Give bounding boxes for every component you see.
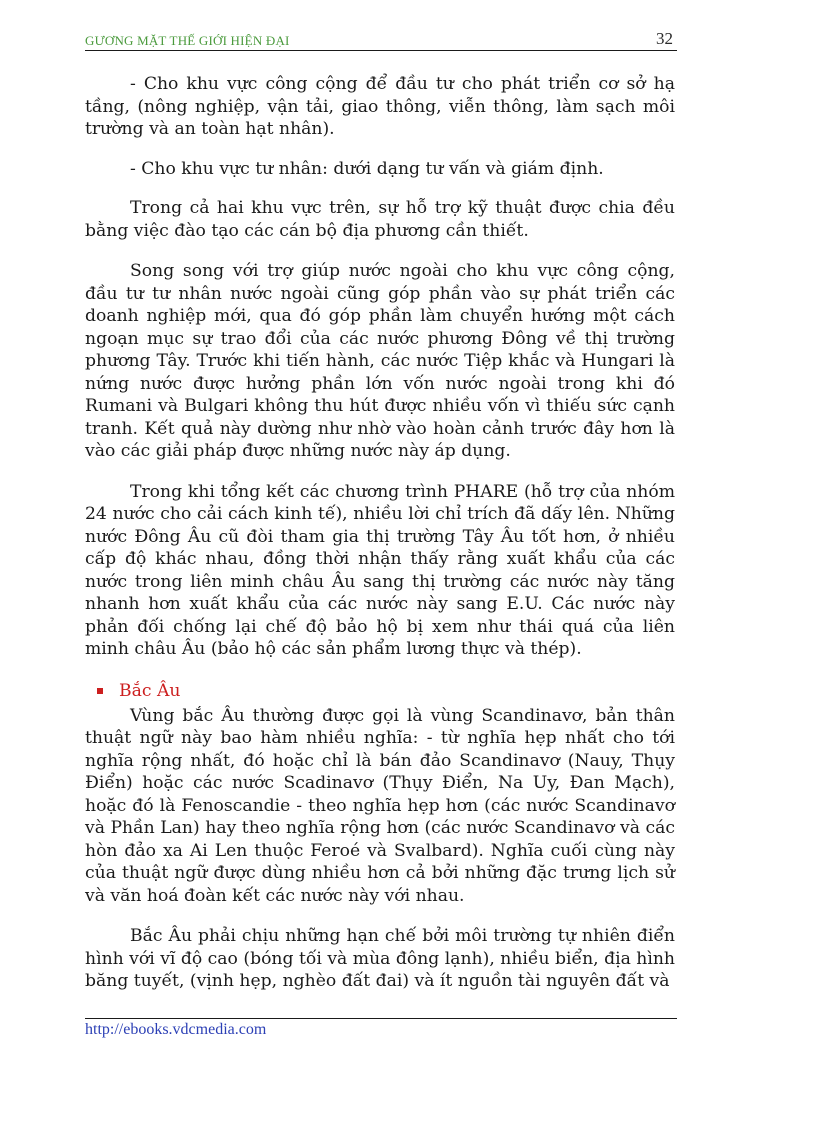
paragraph-private-sector: - Cho khu vực tư nhân: dưới dạng tư vấn và giám định. — [130, 158, 604, 179]
paragraph-foreign-investment: Song song với trợ giúp nước ngoài cho khu vực công cộng, đầu tư tư nhân nước ngoài cũng góp phần vào sự phát triển các doanh nghiệp mới, qua đó góp phần làm chuyển hướng một cách ngoạn mục sự trao đổi của các nước phương Đông về thị trường phương Tây. Trước khi tiến hành, các nước Tiệp khắc và Hungari là nứng nước được hưởng phần lớn vốn nước ngoài trong khi đó Rumani và Bulgari không thu hút được nhiều vốn vì thiếu sức cạnh tranh. Kết quả này dường như nhờ vào hoàn cảnh trước đây hơn là vào các giải pháp được những nước này áp dụng. — [85, 261, 675, 461]
page-footer — [85, 1018, 677, 1039]
paragraph-phare-programs: Trong khi tổng kết các chương trình PHARE (hỗ trợ của nhóm 24 nước cho cải cách kinh tế), nhiều lời chỉ trích đã dấy lên. Những nước Đông Âu cũ đòi tham gia thị trường Tây Âu tốt hơn, ở nhiều cấp độ khác nhau, đồng thời nhận thấy rằng xuất khẩu của các nước trong liên minh châu Âu sang thị trường các nước này tăng nhanh hơn xuất khẩu của các nước này sang E.U. Các nước này phản đối chống lại chế độ bảo hộ bị xem như thái quá của liên minh châu Âu (bảo hộ các sản phẩm lương thực và thép). — [85, 481, 675, 659]
running-title: GƯƠNG MẶT THẾ GIỚI HIỆN ĐẠI — [85, 33, 290, 48]
paragraph-public-sector: - Cho khu vực công cộng để đầu tư cho phát triển cơ sở hạ tầng, (nông nghiệp, vận tải, giao thông, viễn thông, làm sạch môi trường và an toàn hạt nhân). — [85, 74, 675, 139]
square-bullet-icon — [97, 688, 103, 694]
page-number: 32 — [656, 29, 673, 48]
page-header — [85, 28, 677, 51]
section-heading-text: Bắc Âu — [119, 680, 181, 701]
page-body — [85, 73, 675, 993]
paragraph-technical-support: Trong cả hai khu vực trên, sự hỗ trợ kỹ thuật được chia đều bằng việc đào tạo các cán bộ địa phương cần thiết. — [85, 198, 675, 241]
section-heading-northern-europe — [85, 679, 675, 703]
paragraph-scandinavia: Vùng bắc Âu thường được gọi là vùng Scandinavơ, bản thân thuật ngữ này bao hàm nhiều nghĩa: - từ nghĩa hẹp nhất cho tới nghĩa rộng nhất, đó hoặc chỉ là bán đảo Scandinavơ (Nauy, Thụy Điển) hoặc các nước Scadinavơ (Thụy Điển, Na Uy, Đan Mạch), hoặc đó là Fenoscandie - theo nghĩa hẹp hơn (các nước Scandinavơ và Phần Lan) hay theo nghĩa rộng hơn (các nước Scandinavơ và các hòn đảo xa Ai Len thuộc Feroé và Svalbard). Nghĩa cuối cùng này của thuật ngữ được dùng nhiều hơn cả bởi những đặc trưng lịch sử và văn hoá đoàn kết các nước này với nhau. — [85, 705, 675, 906]
paragraph-natural-environment: Bắc Âu phải chịu những hạn chế bởi môi trường tự nhiên điển hình với vĩ độ cao (bóng tối và mùa đông lạnh), nhiều biển, địa hình băng tuyết, (vịnh hẹp, nghèo đất đai) và ít nguồn tài nguyên đất và — [85, 926, 675, 991]
footer-link[interactable]: http://ebooks.vdcmedia.com — [85, 1021, 267, 1038]
